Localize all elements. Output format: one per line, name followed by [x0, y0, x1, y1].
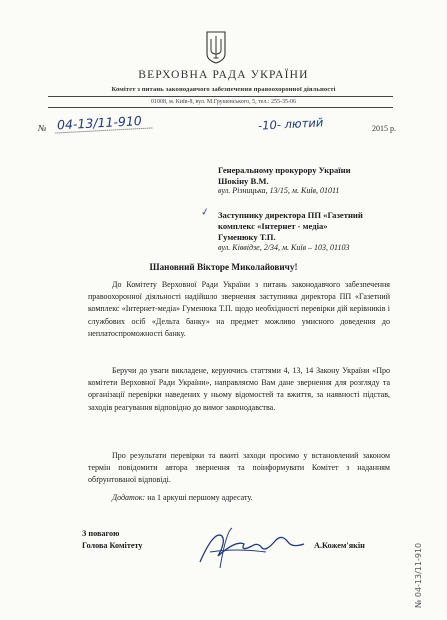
number-label: № — [38, 123, 47, 133]
recipient-1-line: Шокіну В.М. — [218, 176, 269, 186]
recipient-1-address: вул. Різницька, 13/15, м. Київ, 01011 — [218, 186, 340, 195]
committee-name: Комітет з питань законодавчого забезпечення правоохоронної діяльності — [111, 86, 336, 93]
recipient-2-line: комплекс «Інтернет - медіа» — [218, 221, 328, 231]
body-paragraph-2: Беручи до уваги викладене, керуючись статтями 4, 13, 14 Закону України «Про комітети Верховної Ради України», направляємо Вам дане звернення для розгляду та організації перевірки наведених у ньому відомостей та вжиття, за наявності підстав, заходів реагування відповідно до вимог законодавства. — [88, 366, 390, 412]
recipient-2-address: вул. Ківвідзе, 2/34, м. Київ – 103, 01103 — [218, 243, 350, 252]
outgoing-date: -10- лютий — [257, 115, 324, 133]
registration-stamp — [412, 478, 436, 608]
recipient-2-name — [218, 210, 363, 243]
header-divider-top — [48, 96, 393, 97]
outgoing-number: 04-13/11-910 — [55, 112, 153, 133]
signer-title: Голова Комітету — [82, 541, 143, 550]
body-paragraph-1: До Комітету Верховної Ради України з питань законодавчого забезпечення правоохоронної діяльності надійшло звернення заступника директора ПП «Газетний комплекс «Інтернет-медіа» Гуменюка Т.П. щодо необхідності перевірки дій керівників і службових осіб «Дельта банку» на предмет можливо умисного доведення до неплатоспроможності банку. — [88, 280, 390, 338]
recipient-2-line: Заступнику директора ПП «Газетний — [218, 210, 363, 220]
recipient-2-line: Гуменюку Т.П. — [218, 232, 276, 242]
header-divider-bottom — [48, 107, 393, 108]
check-mark-icon: ✓ — [200, 206, 211, 219]
trident-emblem-icon — [205, 30, 227, 64]
attachment-note — [112, 493, 253, 502]
registration-stamp-text: № 04-13/11-910 — [414, 542, 423, 608]
signer-name: А.Кожем'якін — [314, 541, 365, 550]
closing-regards: З повагою — [82, 529, 120, 538]
attachment-text: на 1 аркуші першому адресату. — [147, 493, 253, 502]
body-paragraph-3: Про результати перевірки та вжиті заходи просимо у встановлений законом термін повідомити автора звернення та поінформувати Комітет з наданням обґрунтованої відповіді. — [88, 451, 390, 485]
letterhead-address: 01008, м. Київ-8, вул. М.Грушевського, 5, тел.: 255-35-06 — [150, 99, 297, 105]
recipient-1-line: Генеральному прокурору України — [218, 165, 351, 175]
handwritten-signature — [196, 522, 308, 572]
parliament-name: ВЕРХОВНА РАДА УКРАЇНИ — [138, 69, 309, 81]
salutation: Шановний Вікторе Миколайовичу! — [149, 262, 298, 272]
attachment-label: Додаток: — [112, 493, 146, 502]
recipient-1-name — [218, 165, 351, 187]
outgoing-year — [372, 124, 396, 133]
year-value: 2015 — [372, 124, 388, 133]
year-suffix: р. — [390, 124, 396, 133]
